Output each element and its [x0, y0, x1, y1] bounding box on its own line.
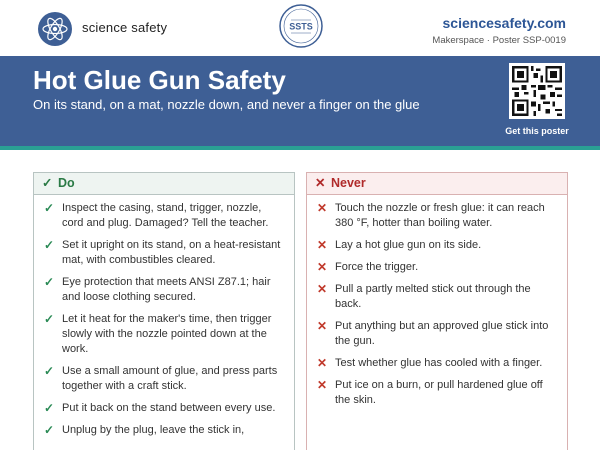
check-icon: ✓ — [44, 423, 55, 437]
list-item-text: Set it upright on its stand, on a heat-resistant mat, with combustibles cleared. — [62, 239, 281, 266]
list-item — [317, 201, 557, 231]
top-bar — [0, 0, 600, 56]
check-icon: ✓ — [44, 401, 55, 415]
list-item-text: Test whether glue has cooled with a finger. — [335, 357, 543, 369]
list-item-text: Let it heat for the maker's time, then trigger slowly with the nozzle pointed down at the work. — [62, 313, 272, 355]
list-item-text: Touch the nozzle or fresh glue: it can reach 380 °F, hotter than boiling water. — [335, 202, 545, 229]
list-item — [44, 401, 284, 416]
check-icon: ✓ — [44, 312, 55, 326]
list-item — [317, 356, 557, 371]
brand-name: science safety — [82, 20, 168, 35]
poster-meta: Makerspace · Poster SSP-0019 — [432, 35, 566, 46]
list-item-text: Inspect the casing, stand, trigger, nozzle, cord and plug. Damaged? Tell the teacher. — [62, 202, 269, 229]
list-item — [44, 364, 284, 394]
check-icon: ✓ — [44, 201, 55, 215]
do-list — [34, 195, 294, 438]
list-item — [44, 238, 284, 268]
do-panel — [33, 172, 295, 450]
page-title: Hot Glue Gun Safety — [33, 65, 286, 95]
cross-icon: ✕ — [317, 356, 328, 370]
list-item-text: Pull a partly melted stick out through the back. — [335, 283, 531, 310]
cross-icon: ✕ — [315, 176, 326, 190]
list-item-text: Lay a hot glue gun on its side. — [335, 239, 482, 251]
list-item-text: Put it back on the stand between every use. — [62, 402, 276, 414]
list-item — [317, 282, 557, 312]
list-item-text: Use a small amount of glue, and press parts together with a craft stick. — [62, 365, 278, 392]
list-item — [317, 378, 557, 408]
qr-code-icon[interactable] — [509, 63, 565, 119]
do-panel-heading — [34, 173, 294, 195]
list-item — [44, 312, 284, 357]
cross-icon: ✕ — [317, 260, 328, 274]
check-icon: ✓ — [44, 364, 55, 378]
list-item — [44, 201, 284, 231]
list-item — [317, 260, 557, 275]
list-item-text: Eye protection that meets ANSI Z87.1; hair and loose clothing secured. — [62, 276, 271, 303]
check-icon: ✓ — [42, 176, 53, 190]
atom-icon — [38, 12, 72, 46]
do-heading-label: Do — [58, 176, 75, 190]
list-item-text: Put anything but an approved glue stick into the gun. — [335, 320, 549, 347]
never-panel-heading — [307, 173, 567, 195]
svg-text:SSTS: SSTS — [289, 21, 313, 32]
never-panel — [306, 172, 568, 450]
page-subtitle: On its stand, on a mat, nozzle down, and never a finger on the glue — [33, 97, 420, 112]
list-item — [44, 275, 284, 305]
list-item — [44, 423, 284, 438]
cross-icon: ✕ — [317, 378, 328, 392]
cross-icon: ✕ — [317, 282, 328, 296]
banner-accent-rule — [0, 146, 600, 150]
never-list — [307, 195, 567, 408]
ssts-seal-icon — [279, 4, 323, 48]
never-heading-label: Never — [331, 176, 366, 190]
list-item-text: Force the trigger. — [335, 261, 419, 273]
cross-icon: ✕ — [317, 238, 328, 252]
cross-icon: ✕ — [317, 319, 328, 333]
list-item — [317, 238, 557, 253]
site-link[interactable]: sciencesafety.com — [442, 15, 566, 31]
check-icon: ✓ — [44, 238, 55, 252]
check-icon: ✓ — [44, 275, 55, 289]
list-item-text: Put ice on a burn, or pull hardened glue off the skin. — [335, 379, 543, 406]
list-item-text: Unplug by the plug, leave the stick in, — [62, 424, 245, 436]
cross-icon: ✕ — [317, 201, 328, 215]
list-item — [317, 319, 557, 349]
qr-label[interactable]: Get this poster — [505, 126, 569, 136]
